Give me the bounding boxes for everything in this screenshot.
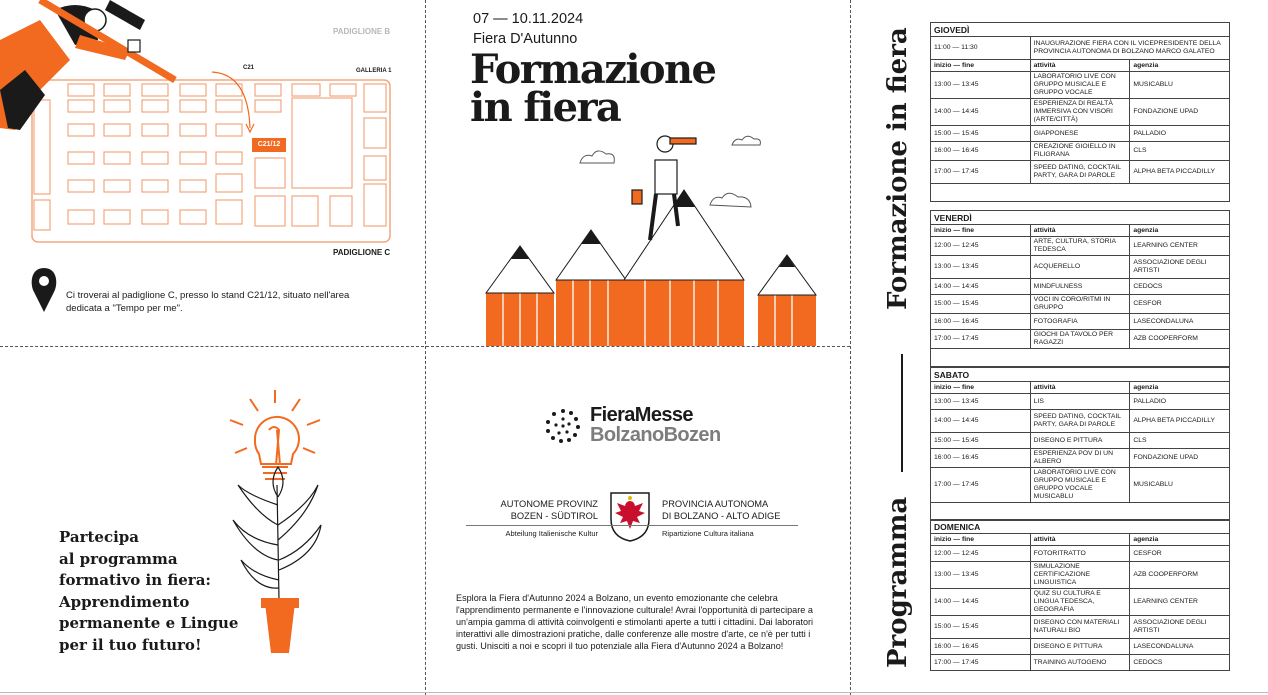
promo-line: per il tuo futuro! <box>59 635 202 654</box>
schedule-domenica <box>930 519 1230 671</box>
venue-map <box>0 0 425 346</box>
column-header-activity: attività <box>1030 534 1130 546</box>
department-italian: Ripartizione Cultura italiana <box>662 529 754 538</box>
activity-cell: GIAPPONESE <box>1030 126 1130 142</box>
time-cell: 14:00 — 14:45 <box>931 279 1031 295</box>
activity-cell: DISEGNO CON MATERIALI NATURALI BIO <box>1030 616 1130 639</box>
activity-cell: MINDFULNESS <box>1030 279 1130 295</box>
cover-title-line2: in fiera <box>470 84 621 131</box>
agency-cell: LEARNING CENTER <box>1130 237 1230 256</box>
time-cell: 16:00 — 16:45 <box>931 314 1031 330</box>
pavilion-b-label: PADIGLIONE B <box>333 27 391 36</box>
time-cell: 14:00 — 14:45 <box>931 99 1031 126</box>
day-heading: DOMENICA <box>931 520 1230 534</box>
province-german-line: AUTONOME PROVINZ <box>500 499 598 509</box>
time-cell: 11:00 — 11:30 <box>931 37 1031 60</box>
time-cell: 14:00 — 14:45 <box>931 410 1031 433</box>
agency-cell: ALPHA BETA PICCADILLY <box>1130 161 1230 184</box>
time-cell: 17:00 — 17:45 <box>931 330 1031 349</box>
fieramesse-logo-icon <box>544 407 582 445</box>
agency-cell: CESFOR <box>1130 546 1230 562</box>
table-row <box>931 161 1230 184</box>
column-header-agency: agenzia <box>1130 382 1230 394</box>
agency-cell: LEARNING CENTER <box>1130 589 1230 616</box>
time-cell: 15:00 — 15:45 <box>931 433 1031 449</box>
agency-cell: CEDOCS <box>1130 655 1230 671</box>
agency-cell: MUSICABLU <box>1130 72 1230 99</box>
event-dates: 07 — 10.11.2024 <box>473 11 584 27</box>
activity-cell: INAUGURAZIONE FIERA CON IL VICEPRESIDENTE DELLA PROVINCIA AUTONOMA DI BOLZANO MARCO GALATEO <box>1030 37 1229 60</box>
activity-cell: SPEED DATING, COCKTAIL PARTY, GARA DI PAROLE <box>1030 161 1130 184</box>
agency-cell: PALLADIO <box>1130 394 1230 410</box>
table-spacer <box>931 184 1230 202</box>
table-spacer <box>931 503 1230 521</box>
table-spacer <box>931 349 1230 367</box>
column-header-activity: attività <box>1030 60 1130 72</box>
day-heading: GIOVEDÌ <box>931 23 1230 37</box>
time-cell: 15:00 — 15:45 <box>931 126 1031 142</box>
activity-cell: SIMULAZIONE CERTIFICAZIONE LINGUISTICA <box>1030 562 1130 589</box>
time-cell: 17:00 — 17:45 <box>931 161 1031 184</box>
activity-cell: DISEGNO E PITTURA <box>1030 639 1130 655</box>
activity-cell: LABORATORIO LIVE CON GRUPPO MUSICALE E GRUPPO VOCALE <box>1030 72 1130 99</box>
time-cell: 17:00 — 17:45 <box>931 655 1031 671</box>
time-cell: 13:00 — 13:45 <box>931 562 1031 589</box>
column-header-time: inizio — fine <box>931 382 1031 394</box>
activity-cell: ACQUERELLO <box>1030 256 1130 279</box>
province-german-line: BOZEN - SÜDTIROL <box>510 510 598 521</box>
agency-cell: CEDOCS <box>1130 279 1230 295</box>
time-cell: 16:00 — 16:45 <box>931 639 1031 655</box>
agency-cell: CLS <box>1130 142 1230 161</box>
province-name-italian <box>662 499 802 522</box>
fair-name: Fiera D'Autunno <box>473 31 578 47</box>
activity-cell: CREAZIONE GIOIELLO IN FILIGRANA <box>1030 142 1130 161</box>
column-header-time: inizio — fine <box>931 225 1031 237</box>
activity-cell: VOCI IN CORO/RITMI IN GRUPPO <box>1030 295 1130 314</box>
agency-cell: ASSOCIAZIONE DEGLI ARTISTI <box>1130 256 1230 279</box>
table-row <box>931 126 1230 142</box>
time-cell: 16:00 — 16:45 <box>931 449 1031 468</box>
time-cell: 12:00 — 12:45 <box>931 546 1031 562</box>
table-row <box>931 394 1230 410</box>
location-text: Ci troverai al padiglione C, presso lo stand C21/12, situato nell'area dedicata a "Tempo per me". <box>66 290 350 314</box>
time-cell: 15:00 — 15:45 <box>931 616 1031 639</box>
fold-line-right <box>850 0 851 695</box>
time-cell: 17:00 — 17:45 <box>931 468 1031 503</box>
pavilion-c-label: PADIGLIONE C <box>333 248 391 257</box>
activity-cell: GIOCHI DA TAVOLO PER RAGAZZI <box>1030 330 1130 349</box>
gallery-label: GALLERIA 1 <box>356 68 392 74</box>
climber-illustration <box>0 0 175 130</box>
schedule-venerdi <box>930 210 1230 367</box>
province-italian-line: PROVINCIA AUTONOMA <box>662 499 769 509</box>
promo-line: Partecipa <box>59 528 140 546</box>
intro-paragraph: Esplora la Fiera d'Autunno 2024 a Bolzano, un evento emozionante che celebra l'apprendimento permanente e l'innovazione culturale! Avrai l'opportunità di partecipare a un'ampia gamma di attività coinvolgenti e stimolanti aperte a tutti i cittadini. Dai laboratori interattivi alle dimostrazioni pratiche, dalle conferenze alle mostre d'arte, ce n'è per tutti i gusti. Unisciti a noi e scopri il tuo potenziale alla Fiera d'Autunno 2024 a Bolzano! <box>456 593 814 652</box>
column-header-activity: attività <box>1030 382 1130 394</box>
table-row <box>931 562 1230 589</box>
logo-divider <box>466 525 798 526</box>
table-row <box>931 99 1230 126</box>
column-header-agency: agenzia <box>1130 60 1230 72</box>
activity-cell: TRAINING AUTOGENO <box>1030 655 1130 671</box>
table-row <box>931 295 1230 314</box>
column-header-agency: agenzia <box>1130 225 1230 237</box>
activity-cell: DISEGNO E PITTURA <box>1030 433 1130 449</box>
column-header-activity: attività <box>1030 225 1130 237</box>
activity-cell: SPEED DATING, COCKTAIL PARTY, GARA DI PAROLE <box>1030 410 1130 433</box>
fieramesse-logo-line1: FieraMesse <box>590 404 693 426</box>
department-german: Abteilung Italienische Kultur <box>505 529 598 538</box>
promo-text <box>59 527 238 656</box>
activity-cell: FOTOGRAFIA <box>1030 314 1130 330</box>
agency-cell: MUSICABLU <box>1130 468 1230 503</box>
activity-cell: LABORATORIO LIVE CON GRUPPO MUSICALE E GRUPPO VOCALE MUSICABLU <box>1030 468 1130 503</box>
agency-cell: LASECONDALUNA <box>1130 639 1230 655</box>
activity-cell: QUIZ SU CULTURA E LINGUA TEDESCA, GEOGRAFIA <box>1030 589 1130 616</box>
table-row <box>931 468 1230 503</box>
province-name-german <box>466 499 598 522</box>
table-row <box>931 546 1230 562</box>
location-pin-icon <box>32 268 57 312</box>
table-row <box>931 616 1230 639</box>
agency-cell: ASSOCIAZIONE DEGLI ARTISTI <box>1130 616 1230 639</box>
table-row <box>931 237 1230 256</box>
fold-line-left <box>425 0 426 695</box>
schedule-sabato <box>930 367 1230 521</box>
agency-cell: FONDAZIONE UPAD <box>1130 99 1230 126</box>
day-heading: VENERDÌ <box>931 211 1230 225</box>
c21-label: C21 <box>243 65 255 71</box>
table-row <box>931 655 1230 671</box>
column-header-time: inizio — fine <box>931 60 1031 72</box>
table-row <box>931 449 1230 468</box>
time-cell: 13:00 — 13:45 <box>931 72 1031 99</box>
stand-marker: C21/12 <box>252 138 286 152</box>
table-row <box>931 279 1230 295</box>
time-cell: 14:00 — 14:45 <box>931 589 1031 616</box>
promo-line: Apprendimento <box>59 592 190 611</box>
activity-cell: ARTE, CULTURA, STORIA TEDESCA <box>1030 237 1130 256</box>
agency-cell: CESFOR <box>1130 295 1230 314</box>
activity-cell: FOTORITRATTO <box>1030 546 1130 562</box>
south-tyrol-eagle-coat-of-arms-icon <box>609 491 651 543</box>
time-cell: 12:00 — 12:45 <box>931 237 1031 256</box>
table-row <box>931 410 1230 433</box>
agency-cell: LASECONDALUNA <box>1130 314 1230 330</box>
agency-cell: ALPHA BETA PICCADILLY <box>1130 410 1230 433</box>
time-cell: 15:00 — 15:45 <box>931 295 1031 314</box>
province-italian-line: DI BOLZANO - ALTO ADIGE <box>662 510 781 521</box>
agency-cell: CLS <box>1130 433 1230 449</box>
programme-vertical-title: Formazione in fiera <box>883 27 913 310</box>
cover-title <box>470 46 716 131</box>
table-row <box>931 142 1230 161</box>
agency-cell: FONDAZIONE UPAD <box>1130 449 1230 468</box>
pencils-mountain-illustration <box>480 130 825 348</box>
column-header-agency: agenzia <box>1130 534 1230 546</box>
lightbulb-plant-illustration <box>225 385 335 660</box>
time-cell: 13:00 — 13:45 <box>931 256 1031 279</box>
cover-title-line1: Formazione <box>470 46 716 93</box>
promo-line: al programma <box>59 549 178 568</box>
table-row <box>931 72 1230 99</box>
agency-cell: AZB COOPERFORM <box>1130 330 1230 349</box>
day-heading: SABATO <box>931 368 1230 382</box>
agency-cell: PALLADIO <box>1130 126 1230 142</box>
fieramesse-logo-line2: BolzanoBozen <box>590 424 721 446</box>
table-row <box>931 314 1230 330</box>
activity-cell: LIS <box>1030 394 1130 410</box>
table-row <box>931 433 1230 449</box>
table-row <box>931 256 1230 279</box>
activity-cell: ESPERIENZA DI REALTÀ IMMERSIVA CON VISORI (ARTE/CITTÀ) <box>1030 99 1130 126</box>
table-row <box>931 639 1230 655</box>
promo-line: permanente e Lingue <box>59 614 239 632</box>
fieramesse-logo <box>590 405 721 445</box>
page-edge <box>0 692 1268 693</box>
agency-cell: AZB COOPERFORM <box>1130 562 1230 589</box>
promo-line: formativo in fiera: <box>59 571 211 589</box>
table-row <box>931 330 1230 349</box>
column-header-time: inizio — fine <box>931 534 1031 546</box>
programme-vertical-subtitle: Programma <box>883 496 913 668</box>
time-cell: 16:00 — 16:45 <box>931 142 1031 161</box>
time-cell: 13:00 — 13:45 <box>931 394 1031 410</box>
activity-cell: ESPERIENZA POV DI UN ALBERO <box>1030 449 1130 468</box>
table-row <box>931 589 1230 616</box>
schedule-giovedi <box>930 22 1230 202</box>
vertical-divider <box>901 354 903 472</box>
